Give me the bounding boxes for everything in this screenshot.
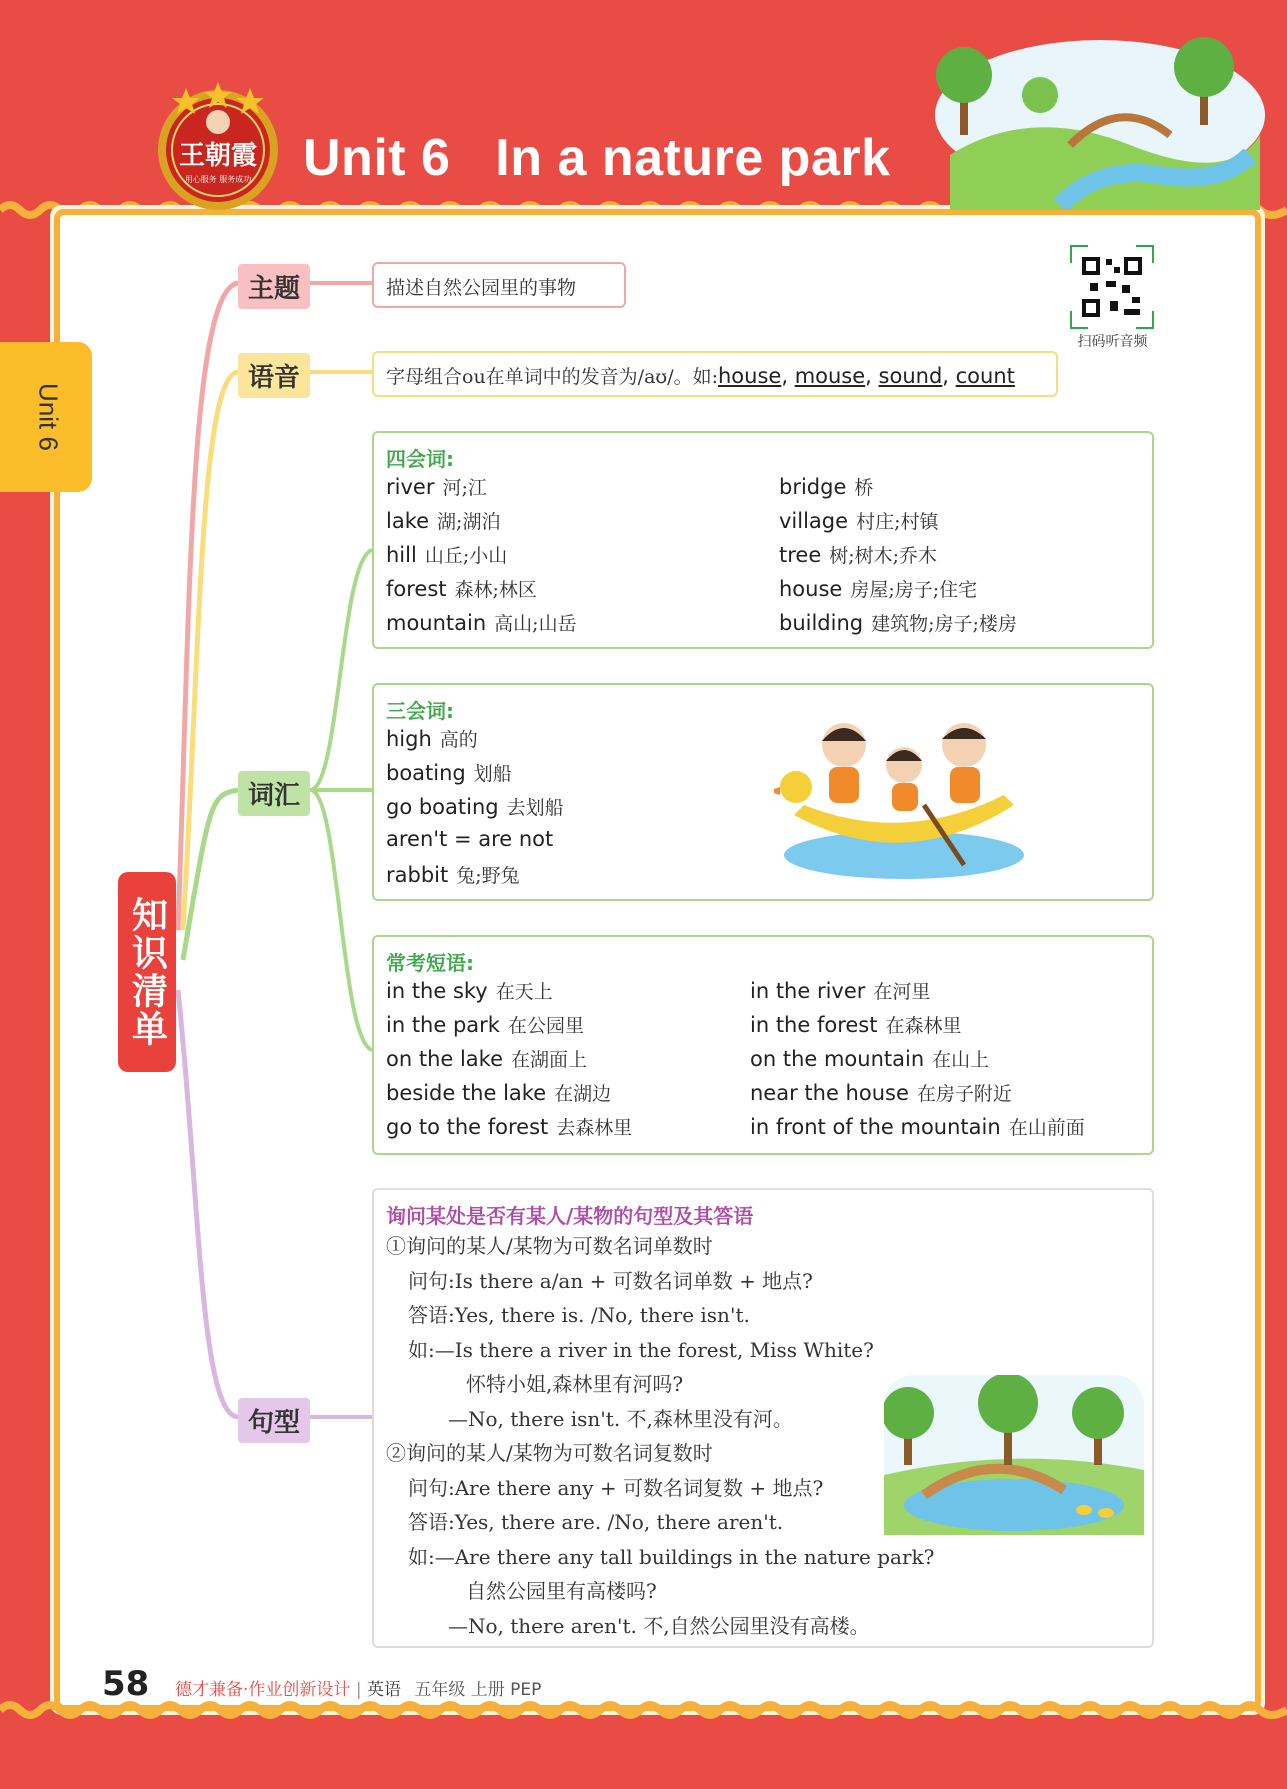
chinese-meaning: 在山上 xyxy=(932,1049,990,1071)
unit-side-tab[interactable]: Unit 6 xyxy=(0,342,92,492)
chinese-meaning: 在山前面 xyxy=(1008,1117,1085,1139)
vocab-row xyxy=(779,473,873,500)
vocab-row xyxy=(779,609,1017,636)
vocab-row xyxy=(750,1113,1085,1140)
english-term: aren't = are not xyxy=(386,827,554,851)
chinese-meaning: 在森林里 xyxy=(885,1015,962,1037)
chinese-meaning: 高山;山岳 xyxy=(494,613,577,635)
english-term: near the house xyxy=(750,1081,909,1105)
chinese-meaning: 划船 xyxy=(473,763,512,785)
vocab-row xyxy=(386,725,478,752)
vocab-row xyxy=(386,473,487,500)
english-term: rabbit xyxy=(386,863,449,887)
sentence-line: 怀特小姐,森林里有河吗? xyxy=(466,1372,684,1396)
sentence-line: 如:—Is there a river in the forest, Miss White? xyxy=(408,1337,874,1362)
sentence-line: ①询问的某人/某物为可数名词单数时 xyxy=(386,1234,713,1258)
english-term: go to the forest xyxy=(386,1115,549,1139)
english-term: lake xyxy=(386,509,430,533)
qr-label: 扫码听音频 xyxy=(1077,334,1148,350)
vocab-row xyxy=(386,507,500,534)
chinese-meaning: 在湖边 xyxy=(554,1083,612,1105)
bridge-pond-illustration xyxy=(884,1375,1144,1535)
chinese-meaning: 在湖面上 xyxy=(511,1049,588,1071)
vocab-row xyxy=(386,977,553,1004)
vocab-row xyxy=(779,575,977,602)
english-term: tree xyxy=(779,543,822,567)
vocab-row xyxy=(386,1011,584,1038)
sentence-line: —No, there aren't. 不,自然公园里没有高楼。 xyxy=(448,1613,870,1638)
chinese-meaning: 森林;林区 xyxy=(454,579,537,601)
chinese-meaning: 去划船 xyxy=(506,797,564,819)
footer-info: 德才兼备·作业创新设计 | 英语 五年级 上册 PEP xyxy=(175,1680,542,1700)
chinese-meaning: 桥 xyxy=(854,477,874,499)
chinese-meaning: 建筑物;房子;楼房 xyxy=(871,613,1017,635)
vocab-row xyxy=(386,827,561,851)
english-term: river xyxy=(386,475,435,499)
english-term: in front of the mountain xyxy=(750,1115,1001,1139)
english-term: in the river xyxy=(750,979,866,1003)
chinese-meaning: 山丘;小山 xyxy=(424,545,508,567)
three-skill-words-box xyxy=(372,683,1154,901)
four-skill-words-box xyxy=(372,431,1154,649)
english-term: house xyxy=(779,577,843,601)
vocab-row xyxy=(750,1045,989,1072)
english-term: forest xyxy=(386,577,447,601)
bottom-wave-border xyxy=(0,1700,1287,1730)
chinese-meaning: 在房子附近 xyxy=(916,1083,1012,1105)
four-skill-heading: 四会词: xyxy=(386,447,454,471)
vocab-row xyxy=(750,977,930,1004)
chinese-meaning: 树;树木;乔木 xyxy=(829,545,938,567)
phrases-box xyxy=(372,935,1154,1155)
boating-family-illustration xyxy=(774,705,1034,885)
sentence-line: 问句:Is there a/an + 可数名词单数 + 地点? xyxy=(408,1268,813,1293)
vocab-row xyxy=(750,1011,961,1038)
english-term: go boating xyxy=(386,795,499,819)
english-term: on the lake xyxy=(386,1047,504,1071)
vocab-row xyxy=(386,1113,632,1140)
sentence-line: 答语:Yes, there is. /No, there isn't. xyxy=(408,1303,750,1327)
theme-box: 描述自然公园里的事物 xyxy=(372,262,626,308)
branch-vocab-label: 词汇 xyxy=(238,771,310,816)
phonics-word: count xyxy=(955,364,1015,388)
chinese-meaning: 湖;湖泊 xyxy=(437,511,501,533)
vocab-row xyxy=(750,1079,1012,1106)
svg-text:用心服务 服务成功: 用心服务 服务成功 xyxy=(184,175,252,184)
chinese-meaning: 村庄;村镇 xyxy=(856,511,939,533)
vocab-row xyxy=(386,759,512,786)
english-term: in the park xyxy=(386,1013,500,1037)
chinese-meaning: 在公园里 xyxy=(507,1015,584,1037)
sentence-line: 自然公园里有高楼吗? xyxy=(466,1579,657,1603)
sentence-line: 问句:Are there any + 可数名词复数 + 地点? xyxy=(408,1475,824,1500)
sentence-line: 如:—Are there any tall buildings in the nature park? xyxy=(408,1544,935,1569)
phonics-box: 字母组合ou在单词中的发音为/aʊ/。如:house, mouse, sound, count xyxy=(372,351,1058,397)
vocab-row xyxy=(386,861,520,888)
sentence-line: —No, there isn't. 不,森林里没有河。 xyxy=(448,1406,793,1431)
vocab-row xyxy=(386,575,537,602)
chinese-meaning: 河;江 xyxy=(442,477,487,499)
svg-text:王朝霞: 王朝霞 xyxy=(178,141,258,171)
page-number: 58 xyxy=(102,1664,150,1704)
english-term: hill xyxy=(386,543,417,567)
unit-title: Unit 6 In a nature park xyxy=(303,129,891,187)
english-term: mountain xyxy=(386,611,487,635)
sentence-heading: 询问某处是否有某人/某物的句型及其答语 xyxy=(386,1204,754,1228)
vocab-row xyxy=(779,507,938,534)
english-term: village xyxy=(779,509,849,533)
english-term: in the sky xyxy=(386,979,488,1003)
chinese-meaning: 兔;野兔 xyxy=(456,865,520,887)
vocab-row xyxy=(386,609,577,636)
chinese-meaning: 高的 xyxy=(439,729,478,751)
english-term: on the mountain xyxy=(750,1047,925,1071)
english-term: bridge xyxy=(779,475,847,499)
english-term: beside the lake xyxy=(386,1081,547,1105)
branch-theme-label: 主题 xyxy=(238,264,310,309)
phonics-word: sound xyxy=(878,364,943,388)
phonics-word: house xyxy=(718,364,782,388)
sentence-line: ②询问的某人/某物为可数名词复数时 xyxy=(386,1441,713,1465)
vocab-row xyxy=(386,541,507,568)
phrases-heading: 常考短语: xyxy=(386,951,474,975)
sentence-pattern-box xyxy=(372,1188,1154,1648)
chinese-meaning: 在河里 xyxy=(873,981,931,1003)
english-term: high xyxy=(386,727,432,751)
vocab-row xyxy=(779,541,937,568)
branch-sentence-label: 句型 xyxy=(238,1398,310,1443)
chinese-meaning: 在天上 xyxy=(495,981,553,1003)
english-term: boating xyxy=(386,761,466,785)
sentence-line: 答语:Yes, there are. /No, there aren't. xyxy=(408,1510,784,1534)
english-term: in the forest xyxy=(750,1013,878,1037)
three-skill-heading: 三会词: xyxy=(386,699,454,723)
vocab-row xyxy=(386,1045,587,1072)
vocab-row xyxy=(386,1079,611,1106)
phonics-word: mouse xyxy=(794,364,866,388)
vocab-row xyxy=(386,793,564,820)
knowledge-list-root: 知识清单 xyxy=(118,872,176,1072)
chinese-meaning: 去森林里 xyxy=(556,1117,633,1139)
english-term: building xyxy=(779,611,864,635)
branch-phonics-label: 语音 xyxy=(238,353,310,398)
chinese-meaning: 房屋;房子;住宅 xyxy=(850,579,978,601)
